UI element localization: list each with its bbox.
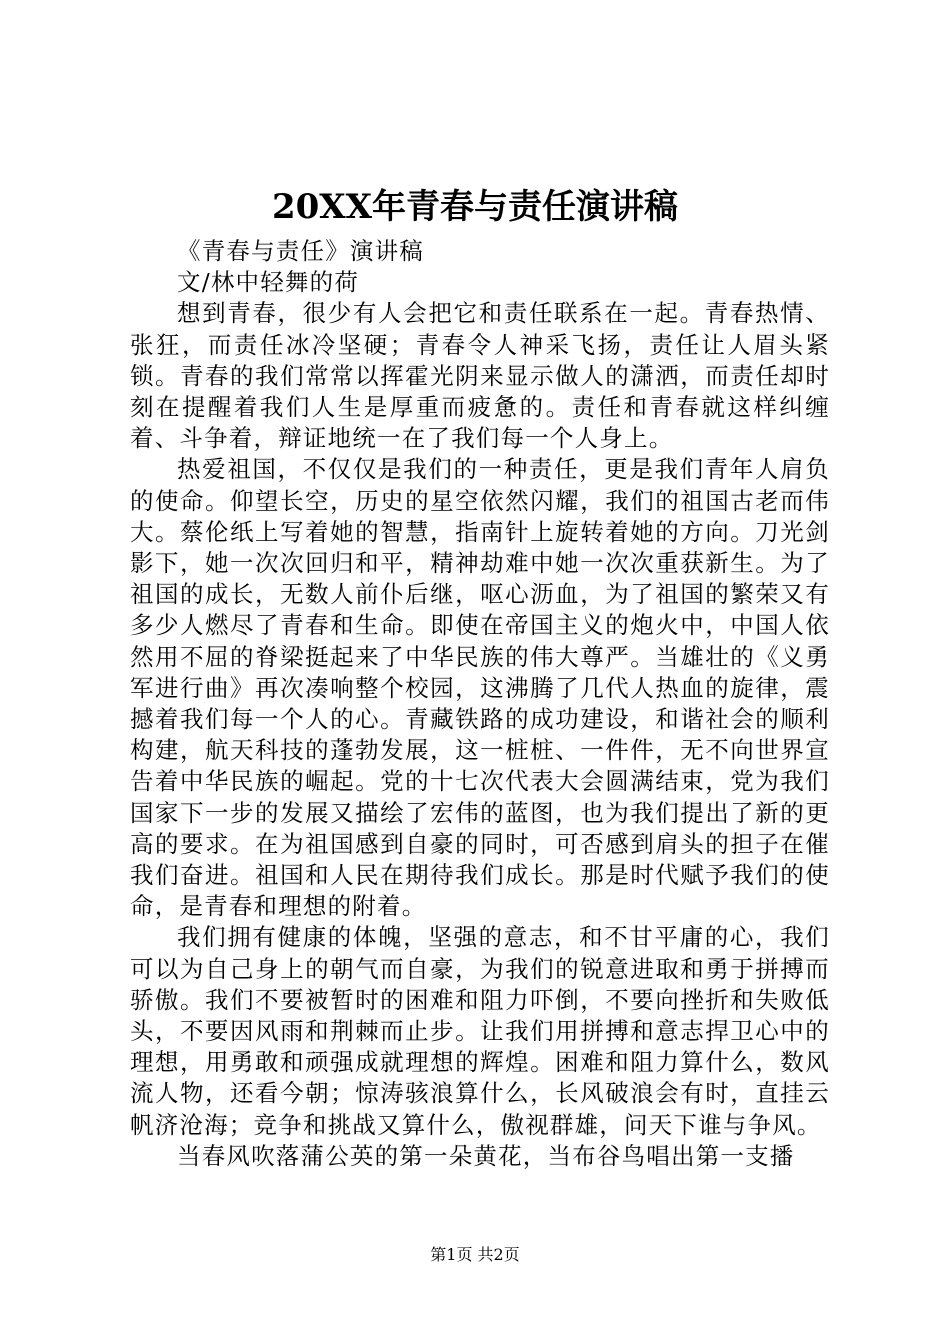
author-line: 文/林中轻舞的荷 [177, 268, 360, 297]
document-body [130, 236, 830, 1172]
body-paragraph: 热爱祖国，不仅仅是我们的一种责任，更是我们青年人肩负的使命。仰望长空，历史的星空依然闪耀，我们的祖国古老而伟大。蔡伦纸上写着她的智慧，指南针上旋转着她的方向。刀光剑影下，她一次次回归和平，精神劫难中她一次次重获新生。为了祖国的成长，无数人前仆后继，呕心沥血，为了祖国的繁荣又有多少人燃尽了青春和生命。即使在帝国主义的炮火中，中国人依然用不屈的脊梁挺起来了中华民族的伟大尊严。当雄壮的《义勇军进行曲》再次凑响整个校园，这沸腾了几代人热血的旋律，震撼着我们每一个人的心。青藏铁路的成功建设，和谐社会的顺利构建，航天科技的蓬勃发展，这一桩桩、一件件，无不向世界宣告着中华民族的崛起。党的十七次代表大会圆满结束，党为我们国家下一步的发展又描绘了宏伟的蓝图，也为我们提出了新的更高的要求。在为祖国感到自豪的同时，可否感到肩头的担子在催我们奋进。祖国和人民在期待我们成长。那是时代赋予我们的使命，是青春和理想的附着。 [130, 455, 830, 921]
body-paragraph: 当春风吹落蒲公英的第一朵黄花，当布谷鸟唱出第一支播 [177, 1141, 795, 1170]
page-number: 第1页 共2页 [430, 1245, 520, 1264]
body-paragraph: 我们拥有健康的体魄，坚强的意志，和不甘平庸的心，我们可以为自己身上的朝气而自豪，为我们的锐意进取和勇于拼搏而骄傲。我们不要被暂时的困难和阻力吓倒，不要向挫折和失败低头，不要因风雨和荆棘而止步。让我们用拼搏和意志捍卫心中的理想，用勇敢和顽强成就理想的辉煌。困难和阻力算什么，数风流人物，还看今朝；惊涛骇浪算什么，长风破浪会有时，直挂云帆济沧海；竞争和挑战又算什么，傲视群雄，问天下谁与争风。 [130, 923, 830, 1139]
speech-heading: 《青春与责任》演讲稿 [177, 237, 424, 265]
document-title: 20XX年青春与责任演讲稿 [271, 187, 679, 227]
body-paragraph: 想到青春，很少有人会把它和责任联系在一起。青春热情、张狂，而责任冰冷坚硬；青春令人神采飞扬，责任让人眉头紧锁。青春的我们常常以挥霍光阴来显示做人的潇洒，而责任却时刻在提醒着我们人生是厚重而疲惫的。责任和青春就这样纠缠着、斗争着，辩证地统一在了我们每一个人身上。 [130, 299, 830, 453]
